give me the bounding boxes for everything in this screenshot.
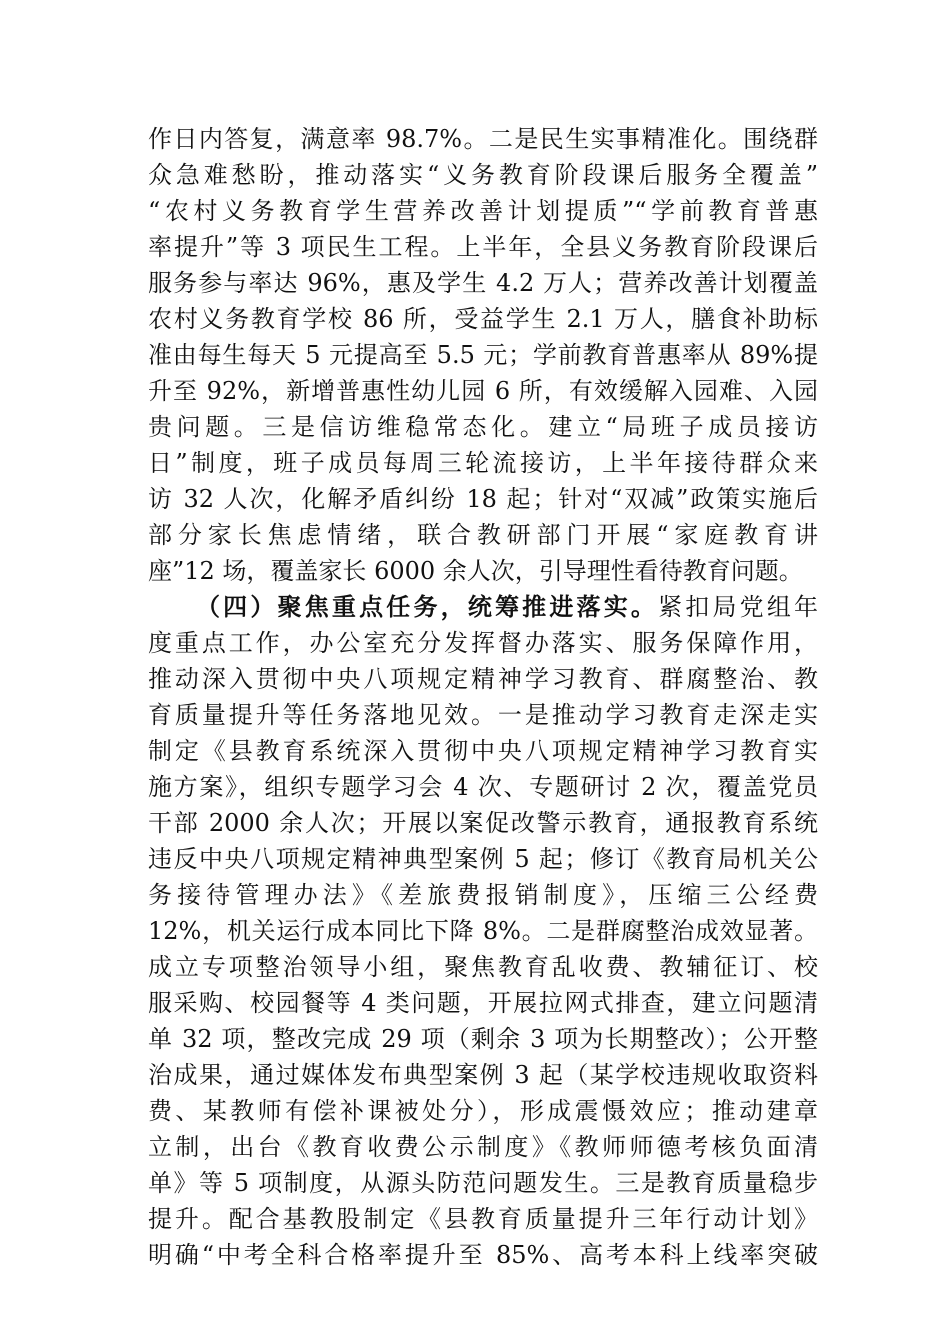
text-line: 单》等 5 项制度，从源头防范问题发生。三是教育质量稳步 <box>148 1169 818 1197</box>
text-line: 施方案》，组织专题学习会 4 次、专题研讨 2 次，覆盖党员 <box>148 773 818 801</box>
text-line: 准由每生每天 5 元提高至 5.5 元；学前教育普惠率从 89%提 <box>148 341 818 369</box>
text-line: 立制，出台《教育收费公示制度》《教师师德考核负面清 <box>148 1133 818 1161</box>
text-line: 农村义务教育学校 86 所，受益学生 2.1 万人，膳食补助标 <box>148 305 818 333</box>
text-line: 度重点工作，办公室充分发挥督办落实、服务保障作用， <box>148 629 818 657</box>
text-line: 12%，机关运行成本同比下降 8%。二是群腐整治成效显著。 <box>148 917 818 945</box>
text-line: 务接待管理办法》《差旅费报销制度》，压缩三公经费 <box>148 881 818 909</box>
text-line: 推动深入贯彻中央八项规定精神学习教育、群腐整治、教 <box>148 665 818 693</box>
text-line: 单 32 项，整改完成 29 项（剩余 3 项为长期整改）；公开整 <box>148 1025 818 1053</box>
text-line: 成立专项整治领导小组，聚焦教育乱收费、教辅征订、校 <box>148 953 818 981</box>
text-line: 干部 2000 余人次；开展以案促改警示教育，通报教育系统 <box>148 809 818 837</box>
text-line: 违反中央八项规定精神典型案例 5 起；修订《教育局机关公 <box>148 845 818 873</box>
text-line: 贵问题。三是信访维稳常态化。建立“局班子成员接访 <box>148 413 818 441</box>
text-line: 作日内答复，满意率 98.7%。二是民生实事精准化。围绕群 <box>148 125 818 153</box>
text-line: 育质量提升等任务落地见效。一是推动学习教育走深走实 <box>148 701 818 729</box>
text-line: 部分家长焦虑情绪，联合教研部门开展“家庭教育讲 <box>148 521 818 549</box>
text-line: 服采购、校园餐等 4 类问题，开展拉网式排查，建立问题清 <box>148 989 818 1017</box>
text-line: 治成果，通过媒体发布典型案例 3 起（某学校违规收取资料 <box>148 1061 818 1089</box>
text-line: 众急难愁盼，推动落实“义务教育阶段课后服务全覆盖” <box>148 161 818 189</box>
text-line: 日”制度，班子成员每周三轮流接访，上半年接待群众来 <box>148 449 818 477</box>
text-line: 服务参与率达 96%，惠及学生 4.2 万人；营养改善计划覆盖 <box>148 269 818 297</box>
section-heading-continuation: 紧扣局党组年 <box>658 593 819 621</box>
text-line: 访 32 人次，化解矛盾纠纷 18 起；针对“双减”政策实施后 <box>148 485 818 513</box>
text-line: 提升。配合基教股制定《县教育质量提升三年行动计划》 <box>148 1205 818 1233</box>
text-line: 升至 92%，新增普惠性幼儿园 6 所，有效缓解入园难、入园 <box>148 377 818 405</box>
text-line: 明确“中考全科合格率提升至 85%、高考本科上线率突破 <box>148 1241 818 1269</box>
text-line: 率提升”等 3 项民生工程。上半年，全县义务教育阶段课后 <box>148 233 818 261</box>
section-heading: （四）聚焦重点任务，统筹推进落实。 <box>196 592 659 621</box>
text-line: 制定《县教育系统深入贯彻中央八项规定精神学习教育实 <box>148 737 818 765</box>
section-heading-line <box>148 589 818 625</box>
document-body <box>148 121 818 1273</box>
text-line: 费、某教师有偿补课被处分），形成震慑效应；推动建章 <box>148 1097 818 1125</box>
paragraph-end-line: 座”12 场，覆盖家长 6000 余人次，引导理性看待教育问题。 <box>148 557 803 585</box>
text-line: “农村义务教育学生营养改善计划提质”“学前教育普惠 <box>148 197 818 225</box>
